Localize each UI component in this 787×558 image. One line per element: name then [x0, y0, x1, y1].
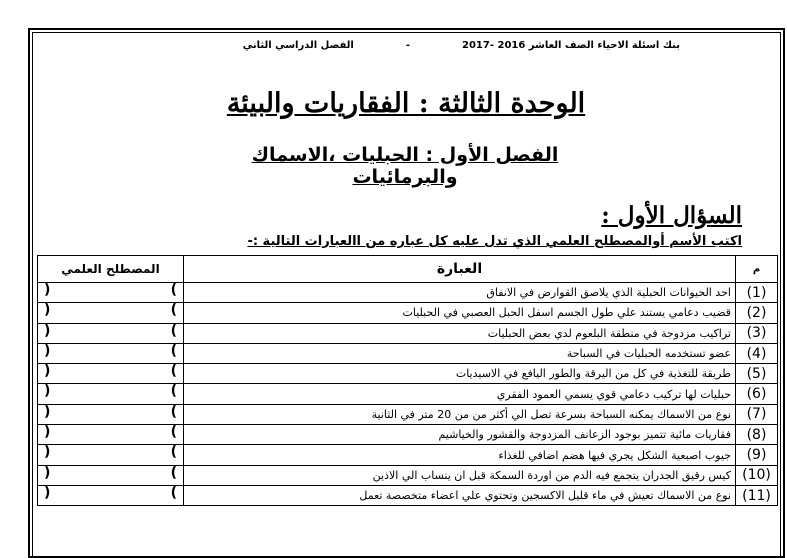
table-row — [38, 425, 778, 445]
row-statement: تراكيب مزدوجة في منطقة البلعوم لدي بعض الحبليات — [184, 323, 736, 343]
answer-field[interactable] — [38, 404, 184, 424]
table-row — [38, 303, 778, 323]
close-paren: ( — [44, 444, 51, 461]
row-number: (3) — [736, 323, 778, 343]
table-header-row — [38, 256, 778, 283]
question-instruction: اكتب الأسم أوالمصطلح العلمي الذي تدل عليه كل عباره من االعبارات التالية :- — [247, 234, 742, 249]
close-paren: ( — [44, 404, 51, 420]
open-paren: ) — [170, 302, 177, 319]
row-number: (10) — [736, 465, 778, 485]
table-row — [38, 384, 778, 404]
row-statement: حبليات لها تركيب دعامي قوي يسمي العمود الفقري — [184, 384, 736, 404]
table-row — [38, 283, 778, 303]
row-number: (4) — [736, 343, 778, 363]
close-paren: ( — [44, 282, 51, 298]
table-row — [38, 404, 778, 424]
table-row — [38, 485, 778, 505]
close-paren: ( — [44, 302, 51, 319]
row-number: (9) — [736, 445, 778, 465]
question-title: السؤال الأول : — [601, 202, 742, 229]
close-paren: ( — [44, 383, 51, 400]
row-statement: نوع من الاسماك يمكنه السباحة بسرعة تصل الي أكثر من من 20 متر في الثانية — [184, 404, 736, 424]
open-paren: ) — [170, 485, 177, 501]
close-paren: ( — [44, 485, 51, 501]
open-paren: ) — [170, 343, 177, 359]
row-statement: كيس رقيق الجدران يتجمع فيه الدم من اوردة السمكة قبل ان ينساب الي الاذين — [184, 465, 736, 485]
row-number: (11) — [736, 485, 778, 505]
column-header-term: المصطلح العلمي — [38, 256, 184, 283]
answer-field[interactable] — [38, 445, 184, 465]
row-number: (5) — [736, 364, 778, 384]
row-statement: قضيب دعامي يستند علي طول الجسم اسفل الحبل العصبي في الحبليات — [184, 303, 736, 323]
unit-title: الوحدة الثالثة : الفقاريات والبيئة — [226, 88, 586, 119]
header-separator: - — [405, 40, 410, 51]
bank-title: بنك اسئلة الاحياء الصف العاشر 2016 -2017 — [462, 40, 680, 51]
table-row — [38, 364, 778, 384]
table-row — [38, 343, 778, 363]
document-header — [190, 40, 680, 51]
row-number: (6) — [736, 384, 778, 404]
open-paren: ) — [170, 383, 177, 400]
answer-field[interactable] — [38, 303, 184, 323]
answer-field[interactable] — [38, 283, 184, 303]
semester-label: الفصل الدراسي الثاني — [242, 40, 354, 51]
answer-field[interactable] — [38, 425, 184, 445]
row-number: (8) — [736, 425, 778, 445]
answer-field[interactable] — [38, 343, 184, 363]
open-paren: ) — [170, 323, 177, 339]
column-header-statement: العبارة — [184, 256, 736, 283]
row-number: (7) — [736, 404, 778, 424]
open-paren: ) — [170, 282, 177, 298]
answer-field[interactable] — [38, 485, 184, 505]
row-statement: جيوب اصبعية الشكل يجري فيها هضم اضافي للغذاء — [184, 445, 736, 465]
answer-field[interactable] — [38, 364, 184, 384]
table-row — [38, 323, 778, 343]
open-paren: ) — [170, 465, 177, 481]
close-paren: ( — [44, 424, 51, 441]
close-paren: ( — [44, 363, 51, 380]
close-paren: ( — [44, 323, 51, 339]
close-paren: ( — [44, 465, 51, 481]
row-statement: نوع من الاسماك تعيش في ماء قليل الاكسجين وتحتوي علي اعضاء متخصصة تعمل — [184, 485, 736, 505]
table-row — [38, 445, 778, 465]
row-number: (1) — [736, 283, 778, 303]
open-paren: ) — [170, 424, 177, 441]
open-paren: ) — [170, 404, 177, 420]
answer-field[interactable] — [38, 384, 184, 404]
open-paren: ) — [170, 444, 177, 461]
row-statement: فقاريات مائية تتميز بوجود الزعانف المزدوجة والقشور والخياشيم — [184, 425, 736, 445]
row-statement: عضو تستخدمه الحبليات في السباحة — [184, 343, 736, 363]
column-header-number: م — [736, 256, 778, 283]
close-paren: ( — [44, 343, 51, 359]
chapter-title: الفصل الأول : الحبليات ،الاسماك والبرمائيات — [251, 144, 559, 188]
table-row — [38, 465, 778, 485]
row-number: (2) — [736, 303, 778, 323]
row-statement: احد الحيوانات الحبلية الذي يلاصق القوارض في الانفاق — [184, 283, 736, 303]
answer-field[interactable] — [38, 323, 184, 343]
questions-table — [37, 255, 778, 506]
answer-field[interactable] — [38, 465, 184, 485]
row-statement: طريقة للتغذية في كل من اليرقة والطور اليافع في الاسيديات — [184, 364, 736, 384]
open-paren: ) — [170, 363, 177, 380]
